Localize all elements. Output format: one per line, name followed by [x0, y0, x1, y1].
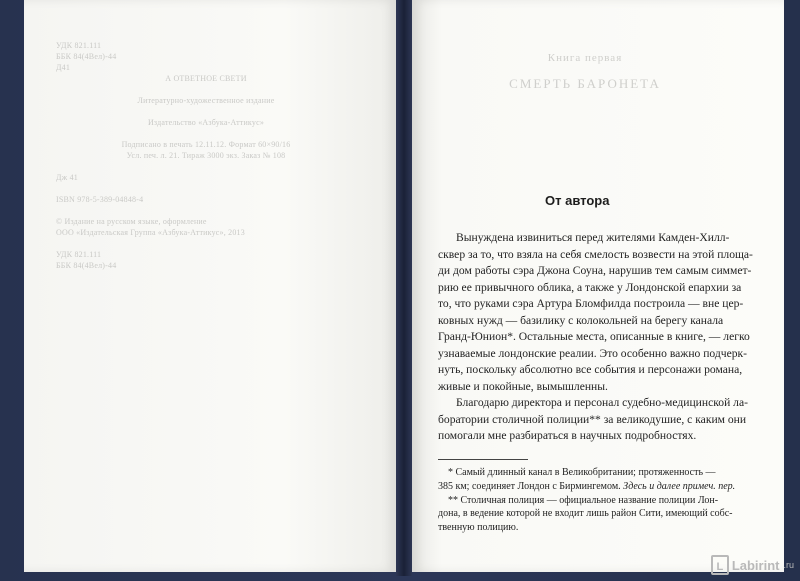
- footnote-1: [438, 466, 750, 494]
- bleed-line: ООО «Издательская Группа «Азбука-Аттикус», 2013: [56, 228, 245, 237]
- text-line: помогали мне разбираться в научных подробностях.: [438, 429, 697, 442]
- bleed-line: [56, 205, 356, 216]
- text-line: рию ее привычного облика, а также у Лондонской епархии за: [438, 280, 742, 294]
- bleed-line: [56, 183, 356, 194]
- bleed-line: Подписано в печать 12.11.12. Формат 60×90/16: [121, 140, 291, 149]
- text-line: Гранд-Юнион*. Остальные места, описанные в книге, — легко: [438, 330, 750, 343]
- bleed-title-small: Книга первая: [547, 52, 623, 64]
- watermark-tld: .ru: [783, 560, 794, 570]
- text-line: узнаваемые лондонские реалии. Это особенно важно подчерк-: [438, 346, 748, 360]
- footnote-line: дона, в ведение которой не входит лишь район Сити, имеющий собс-: [438, 508, 733, 520]
- bleed-line: ББК 84(4Вел)-44: [56, 52, 117, 61]
- footnote-text: * Самый длинный канал в Великобритании; протяженность —: [448, 467, 716, 478]
- watermark-icon: L: [711, 555, 729, 575]
- bleed-title-big: СМЕРТЬ БАРОНЕТА: [509, 76, 661, 91]
- bleed-line: Д41: [56, 63, 71, 72]
- watermark-name: Labirint: [731, 557, 780, 573]
- bleed-line: УДК 821.111: [56, 41, 102, 50]
- footnote-line: ** Столичная полиция — официальное название полиции Лон-: [448, 494, 719, 506]
- bleed-line: УДК 821.111: [56, 250, 102, 259]
- text-line: боратории столичной полиции** за великодушие, с каким они: [438, 412, 747, 426]
- footnote-line: [438, 466, 750, 480]
- left-page-bleed-text: [56, 40, 356, 271]
- footnote-2: [438, 494, 750, 535]
- watermark-logo: [711, 555, 794, 575]
- text-line: ди дом работы сэра Джона Соуна, нарушив тем самым симмет-: [438, 264, 752, 277]
- bleed-line: [56, 238, 356, 249]
- footnote-translator-note: Здесь и далее примеч. пер.: [623, 480, 736, 492]
- text-line: живые и покойные, вымышленны.: [438, 379, 608, 393]
- section-heading: От автора: [545, 193, 610, 208]
- bleed-line: [56, 106, 356, 117]
- bleed-line: ISBN 978-5-389-04848-4: [56, 195, 144, 204]
- text-line: Вынуждена извиниться перед жителями Камден-Хилл-: [456, 231, 730, 244]
- bleed-line: [56, 161, 356, 172]
- text-line: ковных нужд — базилику с колокольней на берегу канала: [438, 313, 724, 327]
- text-line: сквер за то, что взяла на себя смелость возвести на этой площа-: [438, 247, 753, 261]
- footnotes: [438, 466, 750, 535]
- paragraph-1: [438, 230, 753, 395]
- bleed-line: А ОТВЕТНОЕ СВЕТИ: [165, 74, 247, 83]
- bleed-line: [56, 128, 356, 139]
- book-gutter: [396, 0, 412, 576]
- text-line: то, что руками сэра Артура Бломфилда построила — вне цер-: [438, 297, 744, 310]
- footnote-text: 385 км; соединяет Лондон с Бирмингемом.: [438, 480, 621, 492]
- bleed-line: ББК 84(4Вел)-44: [56, 261, 117, 270]
- right-page-bleed-title: [500, 52, 670, 92]
- bleed-line: Литературно-художественное издание: [137, 96, 275, 105]
- bleed-line: © Издание на русском языке, оформление: [56, 217, 207, 226]
- text-line: нуть, поскольку абсолютно все события и персонажи романа,: [438, 363, 743, 376]
- footnote-line: твенную полицию.: [438, 522, 519, 534]
- author-note-body: [438, 230, 753, 445]
- bleed-line: Усл. печ. л. 21. Тираж 3000 экз. Заказ № 108: [126, 151, 286, 160]
- bleed-line: Издательство «Азбука-Аттикус»: [147, 118, 265, 127]
- paragraph-2: [438, 395, 748, 445]
- footnote-line: [438, 480, 750, 494]
- bleed-line: [56, 84, 356, 95]
- bleed-line: Дж 41: [56, 173, 78, 182]
- text-line: Благодарю директора и персонал судебно-медицинской ла-: [456, 396, 748, 409]
- footnote-divider: [438, 459, 528, 460]
